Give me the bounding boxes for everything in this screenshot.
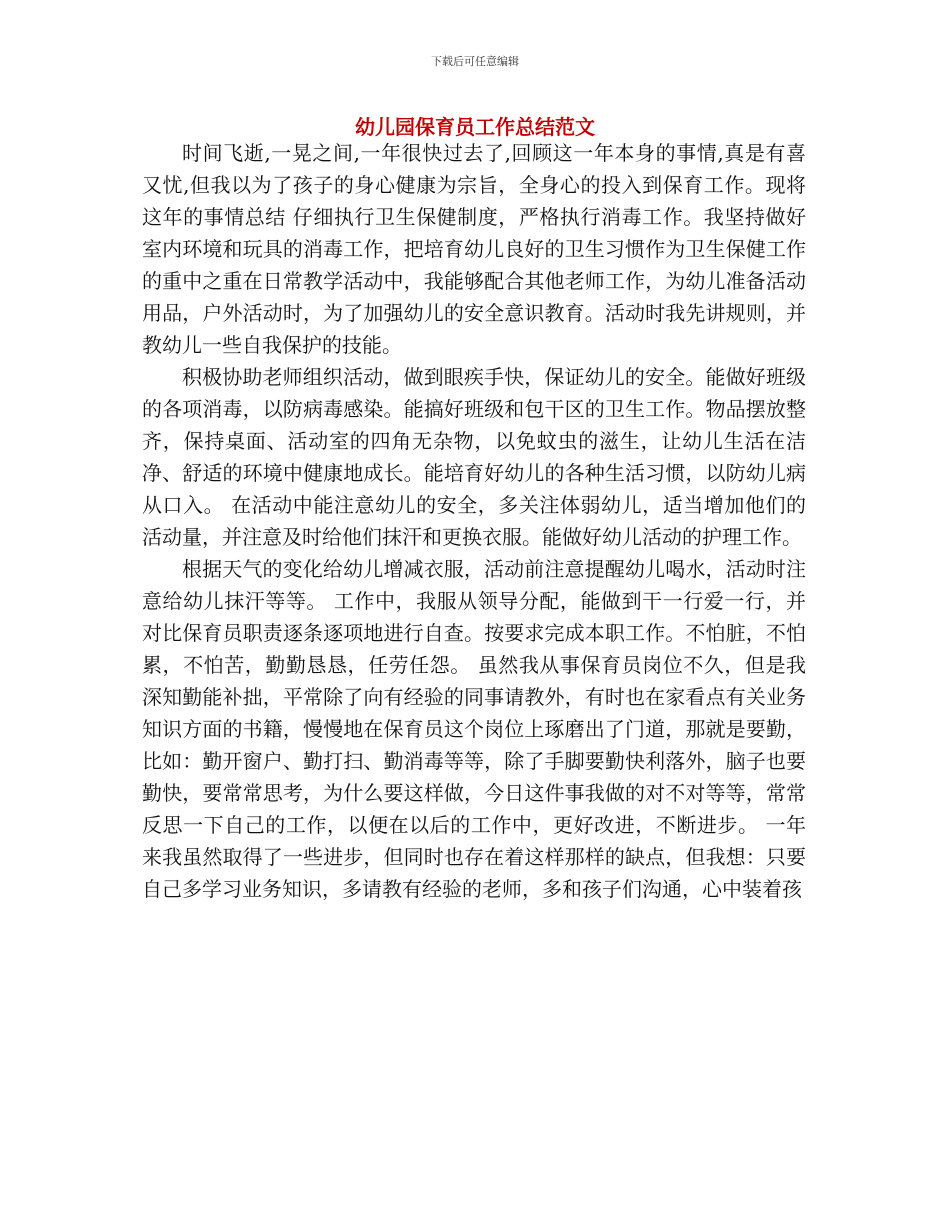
header-note: 下载后可任意编辑	[431, 55, 519, 68]
paragraph-3: 根据天气的变化给幼儿增减衣服，活动前注意提醒幼儿喝水，活动时注意给幼儿抹汗等等。 工作中，我服从领导分配，能做到干一行爱一行，并对比保育员职责逐条逐项地进行自查。按要求完成本职工作。不怕脏，不怕累，不怕苦，勤勤恳恳，任劳任怨。 虽然我从事保育员岗位不久，但是我深知勤能补拙，平常除了向有经验的同事请教外，有时也在家看点有关业务知识方面的书籍，慢慢地在保育员这个岗位上琢磨出了门道，那就是要勤，比如：勤开窗户、勤打扫、勤消毒等等，除了手脚要勤快利落外，脑子也要勤快，要常常思考，为什么要这样做，今日这件事我做的对不对等等，常常反思一下自己的工作，以便在以后的工作中，更好改进，不断进步。 一年来我虽然取得了一些进步，但同时也存在着这样那样的缺点，但我想：只要自己多学习业务知识，多请教有经验的老师，多和孩子们沟通，心中装着孩	[142, 557, 806, 901]
paragraph-2: 积极协助老师组织活动，做到眼疾手快，保证幼儿的安全。能做好班级的各项消毒，以防病毒感染。能搞好班级和包干区的卫生工作。物品摆放整齐，保持桌面、活动室的四角无杂物，以免蚊虫的滋生，让幼儿生活在洁净、舒适的环境中健康地成长。能培育好幼儿的各种生活习惯，以防幼儿病从口入。 在活动中能注意幼儿的安全，多关注体弱幼儿，适当增加他们的活动量，并注意及时给他们抹汗和更换衣服。能做好幼儿活动的护理工作。	[142, 365, 806, 549]
paragraph-1: 时间飞逝,一晃之间,一年很快过去了,回顾这一年本身的事情,真是有喜又忧,但我以为了孩子的身心健康为宗旨，全身心的投入到保育工作。现将这年的事情总结 仔细执行卫生保健制度，严格执行消毒工作。我坚持做好室内环境和玩具的消毒工作，把培育幼儿良好的卫生习惯作为卫生保健工作的重中之重在日常教学活动中，我能够配合其他老师工作，为幼儿准备活动用品，户外活动时，为了加强幼儿的安全意识教育。活动时我先讲规则，并教幼儿一些自我保护的技能。	[142, 141, 806, 357]
document-title: 幼儿园保育员工作总结范文	[355, 115, 595, 139]
document-body	[142, 137, 806, 905]
